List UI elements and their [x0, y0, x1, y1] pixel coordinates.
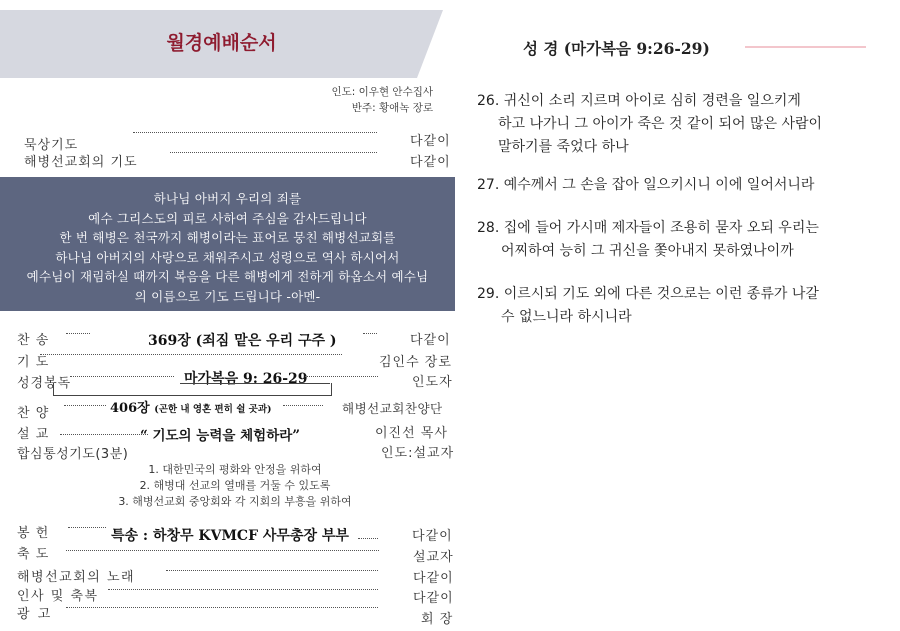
leader-dots — [66, 607, 378, 608]
verse-28: 28. 집에 들어 가시매 제자들이 조용히 묻자 오되 우리는 어찌하여 능히 그 귀신을 쫓아내지 못하였나이까 — [477, 220, 819, 259]
greeting-right: 다같이 — [413, 591, 454, 606]
leader-dots — [68, 527, 106, 528]
leader-dots — [166, 570, 378, 571]
leader-dots — [363, 333, 377, 334]
leader-dots — [283, 405, 323, 406]
verse-29: 29. 이르시되 기도 외에 다른 것으로는 이런 종류가 나갈 수 없느니라 하시니라 — [477, 286, 819, 325]
leader-dots — [60, 434, 148, 435]
silent-prayer-label: 묵상기도 — [24, 138, 79, 153]
announce-label: 광 고 — [17, 607, 53, 622]
prayer-line: 예수 그리스도의 피로 사하여 주심을 감사드립니다 — [88, 210, 367, 226]
prayer-right: 김인수 장로 — [379, 355, 452, 370]
leader-dots — [70, 376, 174, 377]
leader-dots — [170, 152, 377, 153]
unison-prayer-label: 합심통성기도(3분) — [17, 447, 129, 462]
leader-dots — [40, 354, 342, 355]
leader-line: 인도: 이우현 안수집사 — [331, 86, 433, 98]
prayer-list-item: 3. 해병선교회 중앙회와 각 지회의 부흥을 위하여 — [118, 495, 352, 508]
prayer-line: 예수님이 재림하실 때까지 복음을 다른 해병에게 전하게 하옵소서 예수님 — [26, 269, 429, 284]
verse-27: 27. 예수께서 그 손을 잡아 일으키시니 이에 일어서니라 — [477, 177, 815, 193]
song-right: 다같이 — [413, 571, 454, 586]
verse-26: 26. 귀신이 소리 지르며 아이로 심히 경련을 일으키게 하고 나가니 그 아이가 죽은 것 같이 되어 많은 사람이 말하기를 죽었다 하나 — [477, 93, 823, 155]
accompanist-line: 반주: 황애녹 장로 — [351, 102, 433, 114]
prayer-list-item: 2. 해병대 선교의 열매를 거둘 수 있도록 — [139, 479, 331, 492]
hymn-right: 다같이 — [410, 333, 451, 348]
sermon-right: 이진선 목사 — [375, 426, 448, 441]
sermon-label: 설 교 — [17, 427, 50, 442]
reading-frame-top — [180, 383, 330, 384]
leader-dots — [66, 550, 379, 551]
prayer-line: 하나님 아버지 우리의 죄를 — [153, 191, 302, 206]
offering-title: 특송 : 하창무 KVMCF 사무총장 부부 — [111, 528, 349, 544]
prayer-label: 기 도 — [17, 355, 50, 370]
hymn-label: 찬 송 — [17, 333, 50, 348]
mission-prayer-label: 해병선교회의 기도 — [24, 155, 138, 170]
leader-dots — [64, 405, 106, 406]
prayer-line: 의 이름으로 기도 드립니다 -아멘- — [134, 288, 321, 304]
praise-title: 406장 (곤한 내 영혼 편히 쉴 곳과) — [110, 401, 272, 416]
reading-right: 인도자 — [412, 375, 453, 390]
benediction-label: 축 도 — [17, 547, 50, 562]
unison-prayer-right: 인도:설교자 — [381, 446, 455, 461]
offering-right: 다같이 — [412, 529, 453, 544]
sermon-title: “ 기도의 능력을 체험하라” — [140, 428, 301, 444]
announce-right: 회 장 — [421, 612, 454, 627]
praise-right: 해병선교회찬양단 — [342, 401, 443, 416]
leader-dots — [133, 132, 377, 133]
leader-dots — [358, 538, 378, 539]
accent-line — [745, 46, 866, 48]
leader-dots — [66, 333, 90, 334]
benediction-right: 설교자 — [413, 550, 454, 565]
hymn-title: 369장 (죄짐 맡은 우리 구주 ) — [148, 333, 337, 349]
leader-dots — [108, 589, 378, 590]
praise-label: 찬 양 — [17, 406, 50, 421]
silent-prayer-right: 다같이 — [410, 134, 451, 149]
page-title: 월경예배순서 — [166, 32, 277, 54]
mission-prayer-right: 다같이 — [410, 155, 451, 170]
leader-dots — [305, 376, 378, 377]
prayer-line: 한 번 해병은 천국까지 해병이라는 표어로 뭉친 해병선교회를 — [59, 230, 396, 245]
prayer-list-item: 1. 대한민국의 평화와 안정을 위하여 — [148, 463, 322, 476]
offering-label: 봉 헌 — [17, 526, 50, 541]
reading-label: 성경봉독 — [17, 376, 72, 391]
reading-frame — [53, 383, 332, 396]
greeting-label: 인사 및 축복 — [17, 589, 99, 604]
scripture-title: 성 경 (마가복음 9:26-29) — [523, 39, 710, 58]
song-label: 해병선교회의 노래 — [17, 570, 136, 585]
reading-title: 마가복음 9: 26-29 — [184, 371, 308, 387]
prayer-line: 하나님 아버지의 사랑으로 채워주시고 성령으로 역사 하시어서 — [55, 249, 400, 265]
prayer-box — [0, 177, 455, 311]
